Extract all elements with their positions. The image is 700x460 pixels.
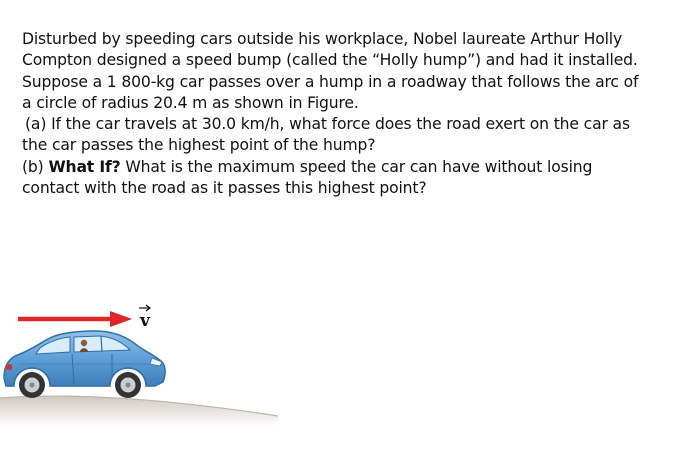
part-b-prefix: (b) xyxy=(22,157,49,176)
figure-svg xyxy=(0,286,290,426)
car-hump-figure xyxy=(0,286,290,426)
rear-wheel-icon xyxy=(19,372,45,398)
front-wheel-icon xyxy=(115,372,141,398)
velocity-arrow-icon xyxy=(18,311,132,327)
part-a-line-2: the car passes the highest point of the hump? xyxy=(22,136,376,155)
problem-text xyxy=(22,29,694,199)
part-b-question: What is the maximum speed the car can have without losing xyxy=(120,157,593,176)
problem-line-2: Compton designed a speed bump (called the “Holly hump”) and had it installed. xyxy=(22,51,638,70)
velocity-label: v xyxy=(140,311,150,331)
part-a-line-1: (a) If the car travels at 30.0 km/h, what force does the road exert on the car as xyxy=(25,115,630,134)
car-icon xyxy=(4,331,165,398)
problem-line-4: a circle of radius 20.4 m as shown in Figure. xyxy=(22,93,359,112)
part-b-line-2: contact with the road as it passes this highest point? xyxy=(22,179,427,198)
road-hump-icon xyxy=(0,396,278,426)
problem-line-3: Suppose a 1 800-kg car passes over a hump in a roadway that follows the arc of xyxy=(22,72,639,91)
part-b-line-1 xyxy=(22,157,694,178)
what-if-label: What If? xyxy=(48,157,121,176)
problem-line-1: Disturbed by speeding cars outside his workplace, Nobel laureate Arthur Holly xyxy=(22,30,623,48)
